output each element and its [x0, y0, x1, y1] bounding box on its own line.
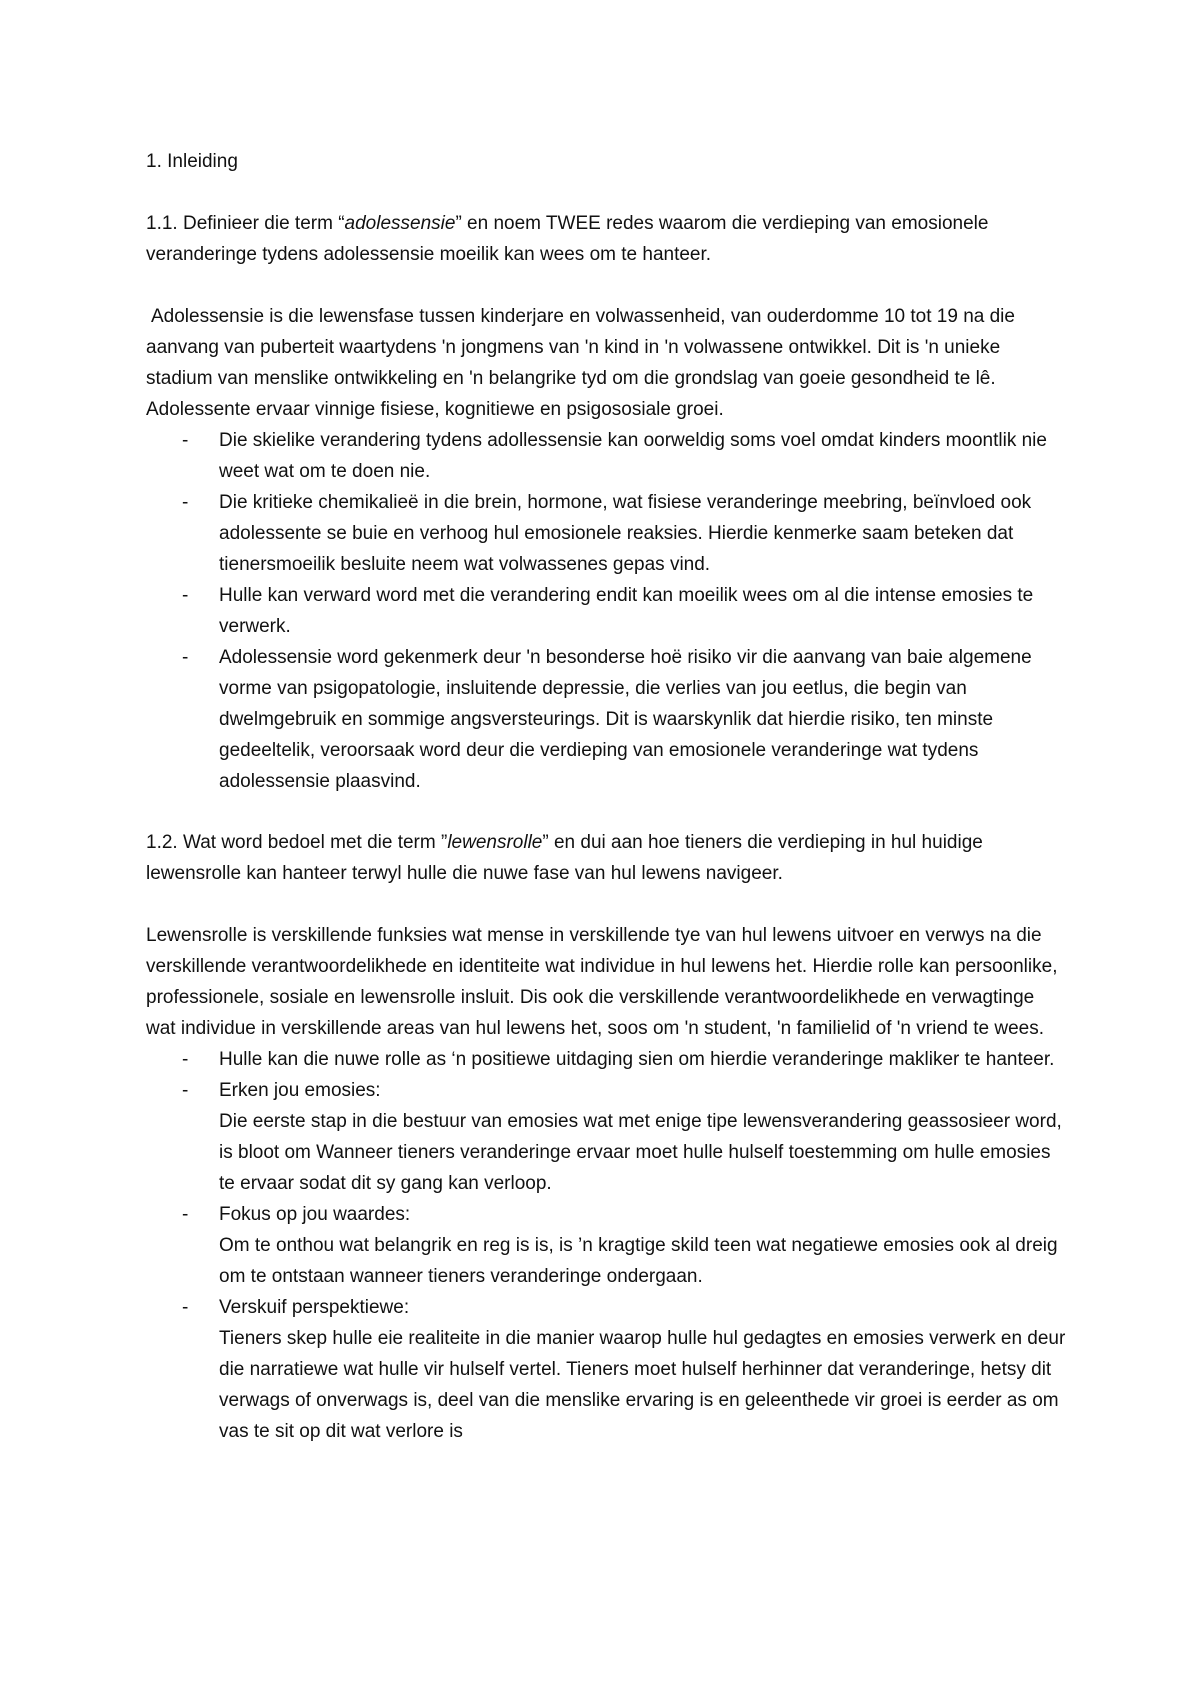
list-item — [146, 425, 1066, 487]
list-item — [146, 1075, 1066, 1199]
dash-marker: - — [182, 430, 189, 451]
list-item-text: Hulle kan die nuwe rolle as ‘n positiewe uitdaging sien om hierdie veranderinge makliker te hanteer. — [219, 1049, 1055, 1070]
spacer — [146, 177, 1066, 208]
list-item — [146, 487, 1066, 580]
dash-marker: - — [182, 585, 189, 606]
question-1-1-suffix: ” en noem TWEE redes waarom die verdieping van emosionele veranderinge tydens adolessensie moeilik kan wees om te hanteer. — [146, 213, 989, 265]
list-item-title: Verskuif perspektiewe: — [219, 1297, 410, 1318]
dash-marker: - — [182, 1297, 189, 1318]
question-1-2 — [146, 827, 1066, 889]
list-item — [146, 642, 1066, 797]
dash-marker: - — [182, 492, 189, 513]
section-title: 1. Inleiding — [146, 151, 238, 172]
question-1-2-term: lewensrolle — [447, 832, 543, 853]
list-item — [146, 1199, 1066, 1292]
spacer — [146, 270, 1066, 301]
list-item-text: Die kritieke chemikalieë in die brein, hormone, wat fisiese veranderinge meebring, beïnvloed ook adolessente se buie en verhoog hul emosionele reaksies. Hierdie kenmerke saam beteken dat tienersmoeilik besluite neem wat volwassenes gepas vind. — [219, 492, 1032, 575]
question-1-1-prefix: 1.1. Definieer die term “ — [146, 213, 345, 234]
dash-marker: - — [182, 1204, 189, 1225]
question-1-2-suffix: ” en dui aan hoe tieners die verdieping in hul huidige lewensrolle kan hanteer terwyl hulle die nuwe fase van hul lewens navigeer. — [146, 832, 983, 884]
dash-marker: - — [182, 1080, 189, 1101]
question-1-1 — [146, 208, 1066, 270]
dash-marker: - — [182, 647, 189, 668]
dash-marker: - — [182, 1049, 189, 1070]
answer-1-1-list — [146, 425, 1066, 797]
question-1-2-prefix: 1.2. Wat word bedoel met die term ” — [146, 832, 448, 853]
answer-1-1-intro: Adolessensie is die lewensfase tussen kinderjare en volwassenheid, van ouderdomme 10 tot 19 na die aanvang van puberteit waartydens 'n jongmens van 'n kind in 'n volwassene ontwikkel. Dit is 'n unieke stadium van menslike ontwikkeling en 'n belangrike tyd om die grondslag van goeie gesondheid te lê. Adolessente ervaar vinnige fisiese, kognitiewe en psigososiale groei. — [146, 306, 1015, 420]
list-item-text: Adolessensie word gekenmerk deur 'n besonderse hoë risiko vir die aanvang van baie algemene vorme van psigopatologie, insluitende depressie, die verlies van jou eetlus, die begin van dwelmgebruik en sommige angsversteurings. Dit is waarskynlik dat hierdie risiko, ten minste gedeeltelik, veroorsaak word deur die verdieping van emosionele veranderinge wat tydens adolessensie plaasvind. — [219, 647, 1032, 792]
spacer — [146, 889, 1066, 920]
list-item-text: Hulle kan verward word met die verandering endit kan moeilik wees om al die intense emosies te verwerk. — [219, 585, 1034, 637]
list-item — [146, 580, 1066, 642]
list-item-text: Die skielike verandering tydens adollessensie kan oorweldig soms voel omdat kinders moontlik nie weet wat om te doen nie. — [219, 430, 1047, 482]
question-1-1-term: adolessensie — [344, 213, 456, 234]
list-item-title: Fokus op jou waardes: — [219, 1204, 411, 1225]
list-item-text: Tieners skep hulle eie realiteite in die manier waarop hulle hul gedagtes en emosies verwerk en deur die narratiewe wat hulle vir hulself vertel. Tieners moet hulself herhinner dat veranderinge, hetsy dit verwags of onverwags is, deel van die menslike ervaring is en geleenthede vir groei is eerder as om vas te sit op dit wat verlore is — [219, 1328, 1066, 1442]
answer-1-2-list — [146, 1044, 1066, 1447]
list-item-text: Om te onthou wat belangrik en reg is is, is ’n kragtige skild teen wat negatiewe emosies ook al dreig om te ontstaan wanneer tieners veranderinge ondergaan. — [219, 1235, 1058, 1287]
list-item-title: Erken jou emosies: — [219, 1080, 381, 1101]
list-item-text: Die eerste stap in die bestuur van emosies wat met enige tipe lewensverandering geassosieer word, is bloot om Wanneer tieners veranderinge ervaar moet hulle hulself toestemming om hulle emosies te ervaar sodat dit sy gang kan verloop. — [219, 1111, 1062, 1194]
list-item — [146, 1044, 1066, 1075]
document-page — [146, 146, 1066, 1447]
answer-1-2-intro: Lewensrolle is verskillende funksies wat mense in verskillende tye van hul lewens uitvoer en verwys na die verskillende verantwoordelikhede en identiteite wat individue in hul lewens het. Hierdie rolle kan persoonlike, professionele, sosiale en lewensrolle insluit. Dis ook die verskillende verantwoordelikhede en verwagtinge wat individue in verskillende areas van hul lewens het, soos om 'n student, 'n familielid of 'n vriend te wees. — [146, 925, 1058, 1039]
list-item — [146, 1292, 1066, 1447]
spacer — [146, 797, 1066, 827]
